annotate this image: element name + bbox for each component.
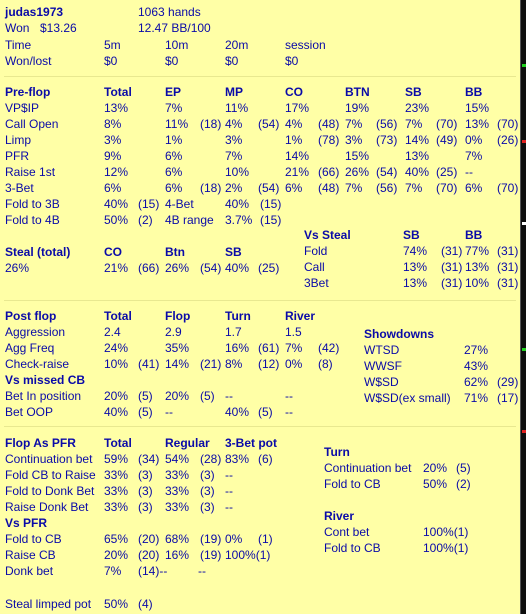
steal-cell: (25) [258, 261, 280, 275]
postflop-cell: 8% [225, 357, 243, 371]
vs-pfr-heading: Vs PFR [5, 516, 48, 530]
steal-cell: 21% [104, 261, 129, 275]
vs-steal-cell: 13% [403, 260, 428, 274]
vs-pfr-cell: 7% [104, 564, 122, 578]
flop-pfr-cell: -- [225, 468, 233, 482]
preflop-cell: (49) [436, 133, 458, 147]
preflop-cell: 21% [285, 165, 310, 179]
vs-steal-cell: (31) [441, 276, 463, 290]
river-heading: River [324, 509, 355, 523]
vs-steal-cell: (31) [497, 276, 519, 290]
preflop-cell: 12% [104, 165, 129, 179]
strip-marker [522, 348, 526, 351]
showdown-row-label: WWSF [364, 359, 402, 373]
steal-limped-cell: 50% [104, 597, 129, 611]
flop-pfr-cell: 33% [165, 468, 190, 482]
showdown-cell: (29) [497, 375, 519, 389]
preflop-cell: 13% [405, 149, 430, 163]
preflop-column-header: Total [104, 85, 132, 99]
preflop-cell: 4% [285, 117, 303, 131]
vs-pfr-cell: (19) [200, 532, 222, 546]
vs-pfr-cell: (1) [258, 532, 273, 546]
preflop-cell: (56) [376, 181, 398, 195]
preflop-cell: 14% [285, 149, 310, 163]
missed-cb-cell: (5) [200, 389, 215, 403]
missed-cb-cell: 40% [225, 405, 250, 419]
flop-pfr-cell: 54% [165, 452, 190, 466]
preflop-cell: (15) [260, 213, 282, 227]
preflop-cell: 15% [345, 149, 370, 163]
vs-steal-cell: (31) [497, 260, 519, 274]
postflop-row-label: Aggression [5, 325, 66, 339]
vs-steal-cell: (31) [441, 244, 463, 258]
hands-count: 1063 hands [138, 5, 201, 19]
showdown-cell: 62% [464, 375, 489, 389]
river-row-label: Cont bet [324, 525, 370, 539]
preflop-cell: 7% [225, 149, 243, 163]
preflop-cell: 4% [225, 117, 243, 131]
steal-cell: (54) [200, 261, 222, 275]
preflop-cell: (78) [318, 133, 340, 147]
steal-cell: 26% [165, 261, 190, 275]
postflop-cell: 2.4 [104, 325, 121, 339]
preflop-cell: 7% [465, 149, 483, 163]
preflop-cell: (18) [200, 181, 222, 195]
steal-total-value: 26% [5, 261, 30, 275]
preflop-cell: 3% [345, 133, 363, 147]
preflop-row-label: Fold to 3B [5, 197, 60, 211]
showdown-cell: (17) [497, 391, 519, 405]
postflop-cell: 16% [225, 341, 250, 355]
river-cell: 100%(1) [423, 525, 469, 539]
flop-pfr-column-header: Total [104, 436, 132, 450]
river-row-label: Fold to CB [324, 541, 381, 555]
missed-cb-cell: (5) [258, 405, 273, 419]
vs-pfr-cell: (20) [138, 532, 160, 546]
postflop-row-label: Check-raise [5, 357, 70, 371]
preflop-heading: Pre-flop [5, 85, 51, 99]
postflop-cell: (42) [318, 341, 340, 355]
period-wonlost: $0 [225, 54, 239, 68]
flop-pfr-cell: 33% [165, 500, 190, 514]
flop-pfr-cell: (3) [200, 468, 215, 482]
period-wonlost: $0 [165, 54, 179, 68]
missed-cb-cell: (5) [138, 405, 153, 419]
player-name: judas1973 [5, 5, 64, 19]
vs-pfr-cell: 0% [225, 532, 243, 546]
preflop-cell: 6% [465, 181, 483, 195]
flop-pfr-cell: (3) [138, 468, 153, 482]
preflop-cell: 26% [345, 165, 370, 179]
postflop-cell: 1.7 [225, 325, 242, 339]
vs-pfr-cell: 65% [104, 532, 129, 546]
vs-pfr-cell: 16% [165, 548, 190, 562]
preflop-column-header: MP [225, 85, 243, 99]
preflop-cell: 7% [345, 181, 363, 195]
preflop-column-header: BTN [345, 85, 370, 99]
flop-as-pfr-heading: Flop As PFR [5, 436, 76, 450]
period-header: 20m [225, 38, 249, 52]
turn-row-label: Continuation bet [324, 461, 412, 475]
showdown-cell: 71% [464, 391, 489, 405]
showdown-cell: 43% [464, 359, 489, 373]
preflop-cell: 7% [405, 181, 423, 195]
won-label: Won [5, 21, 30, 35]
period-wonlost: $0 [285, 54, 299, 68]
preflop-cell: 15% [465, 101, 490, 115]
preflop-cell: (15) [260, 197, 282, 211]
preflop-cell: 40% [225, 197, 250, 211]
preflop-cell: 1% [165, 133, 183, 147]
missed-cb-row-label: Bet In position [5, 389, 82, 403]
flop-pfr-row-label: Fold to Donk Bet [5, 484, 95, 498]
preflop-cell: 6% [104, 181, 122, 195]
preflop-cell: 9% [104, 149, 122, 163]
turn-cell: (2) [456, 477, 471, 491]
preflop-cell: 14% [405, 133, 430, 147]
vs-pfr-cell: 20% [104, 548, 129, 562]
postflop-cell: (21) [200, 357, 222, 371]
postflop-column-header: Turn [225, 309, 251, 323]
flop-pfr-column-header: 3-Bet pot [225, 436, 277, 450]
bb-per-100: 12.47 BB/100 [138, 21, 211, 35]
postflop-row-label: Agg Freq [5, 341, 55, 355]
vs-steal-column-header: BB [465, 228, 483, 242]
steal-column-header: Btn [165, 245, 185, 259]
showdowns-heading: Showdowns [364, 327, 434, 341]
period-header: 5m [104, 38, 121, 52]
missed-cb-cell: -- [285, 389, 293, 403]
steal-column-header: CO [104, 245, 122, 259]
postflop-cell: 0% [285, 357, 303, 371]
preflop-cell: (18) [200, 117, 222, 131]
preflop-cell: 11% [225, 101, 249, 115]
preflop-cell: 23% [405, 101, 430, 115]
steal-column-header: SB [225, 245, 242, 259]
preflop-cell: 6% [285, 181, 303, 195]
postflop-column-header: Flop [165, 309, 191, 323]
vs-steal-cell: 13% [465, 260, 490, 274]
strip-marker [522, 430, 526, 433]
showdown-row-label: W$SD [364, 375, 399, 389]
preflop-row-label: Fold to 4B [5, 213, 60, 227]
preflop-cell: 3% [104, 133, 122, 147]
preflop-column-header: EP [165, 85, 182, 99]
preflop-cell: 10% [225, 165, 250, 179]
time-label: Time [5, 38, 32, 52]
turn-cell: 20% [423, 461, 448, 475]
preflop-cell: 19% [345, 101, 370, 115]
preflop-cell: (70) [497, 181, 519, 195]
postflop-cell: 1.5 [285, 325, 302, 339]
strip-marker [522, 140, 526, 143]
flop-pfr-cell: 33% [104, 468, 129, 482]
vs-steal-cell: 10% [465, 276, 490, 290]
turn-cell: 50% [423, 477, 448, 491]
preflop-cell: 1% [285, 133, 303, 147]
section-divider [4, 426, 516, 427]
vs-pfr-cell: (14)-- [138, 564, 168, 578]
postflop-cell: (41) [138, 357, 160, 371]
missed-cb-row-label: Bet OOP [5, 405, 54, 419]
river-cell: 100%(1) [423, 541, 469, 555]
turn-cell: (5) [456, 461, 471, 475]
preflop-cell: (26) [497, 133, 519, 147]
flop-pfr-row-label: Fold CB to Raise [5, 468, 96, 482]
preflop-cell: (48) [318, 117, 340, 131]
preflop-cell: 6% [165, 149, 183, 163]
vs-pfr-row-label: Raise CB [5, 548, 56, 562]
preflop-cell: (66) [318, 165, 340, 179]
postflop-column-header: Total [104, 309, 132, 323]
vs-pfr-cell: (19) [200, 548, 222, 562]
steal-cell: 40% [225, 261, 250, 275]
preflop-cell: (73) [376, 133, 398, 147]
flop-pfr-cell: (3) [200, 500, 215, 514]
wonlost-label: Won/lost [5, 54, 52, 68]
postflop-cell: 24% [104, 341, 129, 355]
postflop-cell: 2.9 [165, 325, 182, 339]
showdown-row-label: WTSD [364, 343, 400, 357]
vs-steal-row-label: Call [304, 260, 325, 274]
turn-row-label: Fold to CB [324, 477, 381, 491]
showdown-row-label: W$SD(ex small) [364, 391, 451, 405]
preflop-cell: 4-Bet [165, 197, 194, 211]
vs-steal-cell: 77% [465, 244, 490, 258]
strip-marker [522, 222, 526, 225]
table-background-strip [521, 0, 526, 614]
steal-cell: (66) [138, 261, 160, 275]
vs-steal-cell: (31) [497, 244, 519, 258]
postflop-cell: 7% [285, 341, 303, 355]
vs-steal-heading: Vs Steal [304, 228, 351, 242]
flop-pfr-cell: -- [225, 500, 233, 514]
preflop-row-label: Call Open [5, 117, 59, 131]
preflop-cell: 13% [104, 101, 129, 115]
preflop-row-label: VP$IP [5, 101, 40, 115]
preflop-row-label: 3-Bet [5, 181, 34, 195]
preflop-cell: 3% [225, 133, 243, 147]
preflop-row-label: PFR [5, 149, 29, 163]
showdown-cell: 27% [464, 343, 489, 357]
flop-pfr-cell: 33% [165, 484, 190, 498]
preflop-cell: 40% [405, 165, 430, 179]
preflop-cell: 7% [405, 117, 423, 131]
missed-cb-cell: (5) [138, 389, 153, 403]
vs-steal-row-label: 3Bet [304, 276, 329, 290]
postflop-cell: (8) [318, 357, 333, 371]
vs-pfr-row-label: Fold to CB [5, 532, 62, 546]
strip-marker [522, 64, 526, 67]
flop-pfr-cell: (28) [200, 452, 222, 466]
missed-cb-cell: -- [165, 405, 173, 419]
section-divider [4, 300, 516, 301]
flop-pfr-cell: (3) [138, 484, 153, 498]
turn-heading: Turn [324, 445, 350, 459]
flop-pfr-cell: -- [225, 484, 233, 498]
preflop-column-header: CO [285, 85, 303, 99]
preflop-cell: 17% [285, 101, 310, 115]
flop-pfr-cell: (3) [138, 500, 153, 514]
preflop-cell: (54) [258, 181, 280, 195]
steal-limped-label: Steal limped pot [5, 597, 92, 611]
vs-pfr-cell: 100%(1) [225, 548, 271, 562]
vs-pfr-cell: -- [198, 564, 206, 578]
preflop-cell: 4B range [165, 213, 214, 227]
preflop-row-label: Raise 1st [5, 165, 56, 179]
postflop-column-header: River [285, 309, 316, 323]
vs-pfr-cell: 68% [165, 532, 190, 546]
vs-steal-column-header: SB [403, 228, 420, 242]
flop-pfr-row-label: Raise Donk Bet [5, 500, 89, 514]
preflop-cell: 8% [104, 117, 122, 131]
preflop-cell: 0% [465, 133, 483, 147]
preflop-cell: 6% [165, 165, 183, 179]
preflop-cell: 7% [345, 117, 363, 131]
preflop-cell: (56) [376, 117, 398, 131]
postflop-cell: 10% [104, 357, 129, 371]
preflop-column-header: SB [405, 85, 422, 99]
postflop-cell: 14% [165, 357, 190, 371]
preflop-cell: 50% [104, 213, 129, 227]
steal-heading: Steal (total) [5, 245, 71, 259]
flop-pfr-cell: (34) [138, 452, 160, 466]
flop-pfr-cell: 59% [104, 452, 129, 466]
preflop-cell: (48) [318, 181, 340, 195]
postflop-cell: 35% [165, 341, 190, 355]
missed-cb-cell: 40% [104, 405, 129, 419]
flop-pfr-cell: 33% [104, 484, 129, 498]
missed-cb-cell: 20% [165, 389, 190, 403]
period-wonlost: $0 [104, 54, 118, 68]
preflop-row-label: Limp [5, 133, 32, 147]
missed-cb-cell: 20% [104, 389, 129, 403]
missed-cb-cell: -- [225, 389, 233, 403]
vs-steal-cell: 74% [403, 244, 428, 258]
period-header: 10m [165, 38, 189, 52]
preflop-cell: (70) [497, 117, 519, 131]
preflop-cell: 40% [104, 197, 129, 211]
preflop-cell: (70) [436, 181, 458, 195]
vs-missed-cb-heading: Vs missed CB [5, 373, 86, 387]
missed-cb-cell: -- [285, 405, 293, 419]
postflop-cell: (12) [258, 357, 280, 371]
preflop-cell: (2) [138, 213, 153, 227]
preflop-cell: (70) [436, 117, 458, 131]
period-header: session [285, 38, 326, 52]
preflop-cell: 6% [165, 181, 183, 195]
preflop-cell: 11% [165, 117, 189, 131]
vs-steal-row-label: Fold [304, 244, 328, 258]
steal-limped-cell: (4) [138, 597, 153, 611]
flop-pfr-cell: 83% [225, 452, 250, 466]
vs-pfr-row-label: Donk bet [5, 564, 54, 578]
preflop-cell: (54) [258, 117, 280, 131]
flop-pfr-row-label: Continuation bet [5, 452, 93, 466]
postflop-heading: Post flop [5, 309, 57, 323]
flop-pfr-cell: (3) [200, 484, 215, 498]
won-amount: $13.26 [40, 21, 77, 35]
flop-pfr-cell: (6) [258, 452, 273, 466]
preflop-cell: 7% [165, 101, 183, 115]
postflop-cell: (61) [258, 341, 280, 355]
preflop-cell: (54) [376, 165, 398, 179]
preflop-cell: 13% [465, 117, 490, 131]
preflop-cell: 2% [225, 181, 243, 195]
preflop-cell: 3.7% [225, 213, 253, 227]
flop-pfr-cell: 33% [104, 500, 129, 514]
preflop-cell: -- [465, 165, 473, 179]
flop-pfr-column-header: Regular [165, 436, 210, 450]
vs-steal-cell: 13% [403, 276, 428, 290]
section-divider [4, 76, 516, 77]
vs-steal-cell: (31) [441, 260, 463, 274]
vs-pfr-cell: (20) [138, 548, 160, 562]
preflop-cell: (15) [138, 197, 160, 211]
preflop-column-header: BB [465, 85, 483, 99]
preflop-cell: (25) [436, 165, 458, 179]
